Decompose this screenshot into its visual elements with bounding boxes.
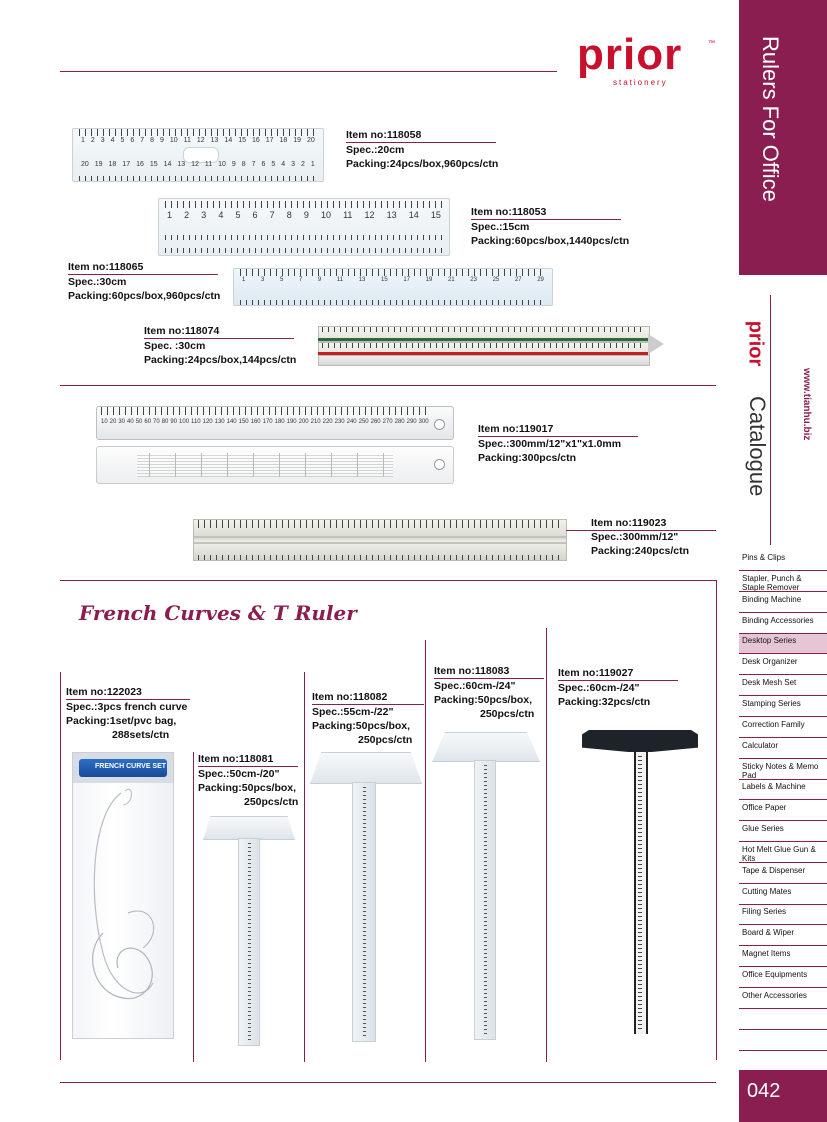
packing: Packing:240pcs/ctn <box>591 545 690 557</box>
ruler-numeral: 5 <box>271 161 276 168</box>
sidebar-item[interactable]: Other Accessories <box>739 989 827 1009</box>
ruler-numeral: 8 <box>150 137 155 144</box>
item-no: Item no:119027 <box>558 667 634 679</box>
brand-tm: ™ <box>708 40 715 47</box>
ruler-numeral: 3 <box>260 277 265 283</box>
ruler-numeral: 14 <box>408 210 419 220</box>
col-rule-5 <box>546 628 547 1062</box>
ruler-numeral: 2 <box>184 210 190 220</box>
item-no: Item no:118058 <box>346 129 422 141</box>
spec-118074 <box>144 324 296 367</box>
ruler-119023-image <box>193 519 567 561</box>
page-number: 042 <box>747 1080 781 1102</box>
spec-118081 <box>198 752 298 809</box>
packing: Packing:50pcs/box, <box>434 694 533 706</box>
ruler-numeral: 14 <box>224 137 233 144</box>
ruler-numeral: 1 <box>242 277 246 283</box>
ruler-numeral: 60 <box>144 419 152 425</box>
ruler-numeral: 190 <box>286 419 297 425</box>
sidebar-empty-row <box>739 1010 827 1030</box>
ruler-numeral: 4 <box>218 210 224 220</box>
ruler-118065-image <box>233 268 553 306</box>
sidebar-item[interactable]: Correction Family <box>739 718 827 738</box>
item-no: Item no:118074 <box>144 325 220 337</box>
sidebar-catalogue: Catalogue <box>745 396 770 497</box>
sidebar-item[interactable]: Magnet Items <box>739 947 827 967</box>
ruler-numeral: 150 <box>238 419 249 425</box>
packing-2: 250pcs/ctn <box>358 734 413 746</box>
t-ruler-119027-image <box>582 730 700 1036</box>
ruler-numeral: 8 <box>286 210 292 220</box>
ruler-numeral: 8 <box>241 161 246 168</box>
ruler-numeral: 9 <box>303 210 309 220</box>
header-rule <box>60 71 557 72</box>
sidebar-brand-name: prior <box>744 320 767 367</box>
ruler-numeral: 5 <box>279 277 284 283</box>
ruler-numeral: 280 <box>394 419 405 425</box>
sidebar-item[interactable]: Desk Mesh Set <box>739 676 827 696</box>
sidebar-item[interactable]: Binding Machine <box>739 593 827 613</box>
ruler-numeral: 110 <box>191 419 201 425</box>
t-ruler-118081-image <box>203 816 295 1046</box>
ruler-numeral: 9 <box>317 277 322 283</box>
ruler-numeral: 30 <box>118 419 126 425</box>
section-rule-2-end <box>716 580 717 1060</box>
item-no: Item no:118081 <box>198 753 274 765</box>
ruler-numeral: 290 <box>406 419 417 425</box>
ruler-numeral: 2 <box>90 137 95 144</box>
spec: Spec.:55cm-/22" <box>312 706 394 718</box>
sidebar-item[interactable]: Stamping Series <box>739 697 827 717</box>
ruler-numeral: 13 <box>177 161 186 168</box>
col-rule-1 <box>60 672 61 1060</box>
packing: Packing:60pcs/box,1440pcs/ctn <box>471 235 630 247</box>
sidebar-item[interactable]: Office Equipments <box>739 968 827 988</box>
packing: Packing:50pcs/box, <box>312 720 411 732</box>
brand-logo <box>577 30 717 90</box>
ruler-numeral: 9 <box>160 137 164 144</box>
item-no: Item no:122023 <box>66 686 142 698</box>
ruler-numeral: 10 <box>218 161 226 168</box>
spec-119027 <box>558 666 678 709</box>
ruler-numeral: 9 <box>231 161 236 168</box>
ruler-numeral: 80 <box>161 419 169 425</box>
ruler-numeral: 15 <box>238 137 246 144</box>
ruler-numeral: 7 <box>269 210 275 220</box>
ruler-numeral: 7 <box>298 277 303 283</box>
sidebar-item[interactable]: Board & Wiper <box>739 926 827 946</box>
ruler-numeral: 4 <box>281 161 286 168</box>
ruler-numeral: 19 <box>425 277 433 283</box>
ruler-numeral: 15 <box>381 277 388 283</box>
ruler-numeral: 50 <box>135 419 143 425</box>
sidebar-item[interactable]: Binding Accessories <box>739 614 827 634</box>
packing-2: 288sets/ctn <box>112 729 170 741</box>
spec: Spec.:300mm/12" <box>591 531 679 543</box>
ruler-numeral: 10 <box>320 210 331 220</box>
section-rule-2 <box>60 580 716 581</box>
ruler-numeral: 180 <box>274 419 285 425</box>
ruler-numeral: 17 <box>265 137 274 144</box>
ruler-numeral: 12 <box>196 137 205 144</box>
ruler-numeral: 1 <box>167 210 173 220</box>
spec: Spec.:60cm-/24" <box>558 682 640 694</box>
item-no: Item no:119017 <box>478 423 554 435</box>
spec-118058 <box>346 128 498 171</box>
ruler-numeral: 21 <box>447 277 455 283</box>
ruler-numeral: 7 <box>140 137 145 144</box>
packing: Packing:32pcs/ctn <box>558 696 651 708</box>
item-no: Item no:118082 <box>312 691 388 703</box>
ruler-118074-image <box>318 326 664 366</box>
packing-2: 250pcs/ctn <box>244 796 299 808</box>
ruler-numeral: 17 <box>403 277 411 283</box>
ruler-numeral: 13 <box>358 277 366 283</box>
section-rule-1 <box>60 385 716 386</box>
col-rule-3 <box>304 672 305 1062</box>
sidebar-item[interactable]: Hot Melt Glue Gun & Kits <box>739 843 827 863</box>
sidebar-item[interactable]: Calculator <box>739 739 827 759</box>
ruler-numeral: 12 <box>364 210 375 220</box>
ruler-numeral: 1 <box>310 161 315 168</box>
ruler-numeral: 20 <box>109 419 117 425</box>
footer-rule <box>60 1082 716 1083</box>
ruler-numeral: 40 <box>127 419 134 425</box>
ruler-numeral: 11 <box>204 161 213 168</box>
ruler-numeral: 18 <box>108 161 117 168</box>
ruler-numeral: 200 <box>298 419 309 425</box>
sidebar-item[interactable]: Tape & Dispenser <box>739 864 827 884</box>
package-label: FRENCH CURVE SET <box>95 763 167 770</box>
ruler-numeral: 23 <box>470 277 477 283</box>
ruler-numeral: 19 <box>94 161 103 168</box>
page-number-block <box>739 1070 827 1122</box>
ruler-numeral: 27 <box>514 277 522 283</box>
item-no: Item no:118083 <box>434 665 510 677</box>
sidebar-item[interactable]: Cutting Mates <box>739 885 827 905</box>
sidebar-title: Rulers For Office <box>758 36 783 202</box>
ruler-numeral: 5 <box>120 137 125 144</box>
ruler-numeral: 15 <box>149 161 158 168</box>
packing: Packing:24pcs/box,960pcs/ctn <box>346 158 499 170</box>
ruler-numeral: 16 <box>136 161 144 168</box>
ruler-numeral: 10 <box>101 419 108 425</box>
sidebar-item[interactable]: Stapler, Punch & Staple Remover <box>739 572 827 592</box>
ruler-numeral: 11 <box>183 137 191 144</box>
sidebar-item[interactable]: Pins & Clips <box>739 551 827 571</box>
spec-119017 <box>478 422 638 465</box>
spec: Spec.:30cm <box>68 276 127 288</box>
ruler-numeral: 19 <box>293 137 302 144</box>
brand-tagline: stationery <box>613 78 668 87</box>
ruler-numeral: 160 <box>250 419 261 425</box>
ruler-numeral: 2 <box>301 161 305 168</box>
section-title: French Curves & T Ruler <box>79 601 357 625</box>
ruler-numeral: 3 <box>201 210 207 220</box>
ruler-numeral: 11 <box>336 277 344 283</box>
t-ruler-118082-image <box>310 752 422 1042</box>
ruler-numeral: 14 <box>163 161 172 168</box>
ruler-numeral: 4 <box>110 137 115 144</box>
brand-name: prior <box>577 30 683 79</box>
ruler-numeral: 240 <box>346 419 357 425</box>
spec: Spec.:3pcs french curve <box>66 701 188 713</box>
packing: Packing:24pcs/box,144pcs/ctn <box>144 354 297 366</box>
spec-118083 <box>434 664 544 721</box>
packing: Packing:50pcs/box, <box>198 782 297 794</box>
item-no: Item no:119023 <box>591 517 667 529</box>
col-rule-4 <box>425 640 426 1062</box>
ruler-numeral: 220 <box>322 419 333 425</box>
ruler-numeral: 7 <box>251 161 256 168</box>
sidebar-item[interactable]: Sticky Notes & Memo Pad <box>739 760 827 780</box>
ruler-numeral: 18 <box>279 137 288 144</box>
ruler-numeral: 10 <box>169 137 178 144</box>
spec: Spec.:60cm-/24" <box>434 680 516 692</box>
ruler-numeral: 260 <box>370 419 381 425</box>
ruler-numeral: 5 <box>235 210 241 220</box>
ruler-numeral: 3 <box>291 161 296 168</box>
sidebar-website: www.tianhu.biz <box>801 368 812 441</box>
sidebar-title-block <box>739 0 827 275</box>
item-no: Item no:118053 <box>471 206 547 218</box>
ruler-numeral: 140 <box>226 419 237 425</box>
sidebar-item[interactable]: Desk Organizer <box>739 655 827 675</box>
sidebar-item[interactable]: Filing Series <box>739 905 827 925</box>
packing: Packing:300pcs/ctn <box>478 452 577 464</box>
t-ruler-118083-image <box>432 732 540 1040</box>
ruler-numeral: 270 <box>382 419 393 425</box>
ruler-numeral: 6 <box>130 137 135 144</box>
packing: Packing:1set/pvc bag, <box>66 715 177 727</box>
ruler-numeral: 230 <box>334 419 345 425</box>
ruler-numeral: 13 <box>386 210 397 220</box>
sidebar-brand-logo <box>744 312 778 382</box>
ruler-numeral: 1 <box>81 137 85 144</box>
ruler-numeral: 12 <box>191 161 199 168</box>
sidebar-item[interactable]: Glue Series <box>739 822 827 842</box>
ruler-numeral: 20 <box>307 137 315 144</box>
ruler-numeral: 170 <box>262 419 273 425</box>
french-curve-shapes <box>73 753 173 1038</box>
packing: Packing:60pcs/box,960pcs/ctn <box>68 290 221 302</box>
ruler-numeral: 130 <box>214 419 225 425</box>
spec-118065 <box>68 260 220 303</box>
ruler-numeral: 70 <box>153 419 160 425</box>
ruler-numeral: 90 <box>170 419 178 425</box>
sidebar-item[interactable]: Office Paper <box>739 801 827 821</box>
sidebar-item[interactable]: Labels & Machine <box>739 780 827 800</box>
french-curve-package-image <box>72 752 174 1039</box>
spec-118053 <box>471 205 629 248</box>
ruler-numeral: 6 <box>252 210 258 220</box>
packing-2: 250pcs/ctn <box>480 708 535 720</box>
ruler-numeral: 20 <box>81 161 89 168</box>
ruler-119017-image <box>96 406 452 482</box>
ruler-118053-image <box>158 198 450 256</box>
spec: Spec. :30cm <box>144 340 206 352</box>
ruler-118058-image <box>72 128 324 182</box>
ruler-numeral: 25 <box>492 277 500 283</box>
ruler-numeral: 100 <box>179 419 190 425</box>
ruler-numeral: 300 <box>418 419 429 425</box>
spec-122023 <box>66 685 190 742</box>
ruler-numeral: 210 <box>310 419 321 425</box>
spec: Spec.:50cm-/20" <box>198 768 280 780</box>
ruler-numeral: 13 <box>210 137 219 144</box>
spec-119023 <box>591 516 689 558</box>
ruler-numeral: 17 <box>122 161 131 168</box>
ruler-numeral: 16 <box>251 137 260 144</box>
ruler-numeral: 250 <box>358 419 369 425</box>
spec: Spec.:300mm/12"x1"x1.0mm <box>478 438 622 450</box>
ruler-numeral: 3 <box>100 137 105 144</box>
spec: Spec.:15cm <box>471 221 530 233</box>
item-no: Item no:118065 <box>68 261 144 273</box>
ruler-numeral: 15 <box>430 210 441 220</box>
ruler-numeral: 120 <box>202 419 213 425</box>
col-rule-2 <box>193 752 194 1062</box>
ruler-numeral: 29 <box>537 277 544 283</box>
ruler-numeral: 11 <box>343 210 353 220</box>
spec-118082 <box>312 690 424 747</box>
ruler-numeral: 6 <box>261 161 266 168</box>
sidebar-empty-row <box>739 1031 827 1051</box>
spec: Spec.:20cm <box>346 144 405 156</box>
sidebar-item[interactable]: Desktop Series <box>739 634 827 654</box>
